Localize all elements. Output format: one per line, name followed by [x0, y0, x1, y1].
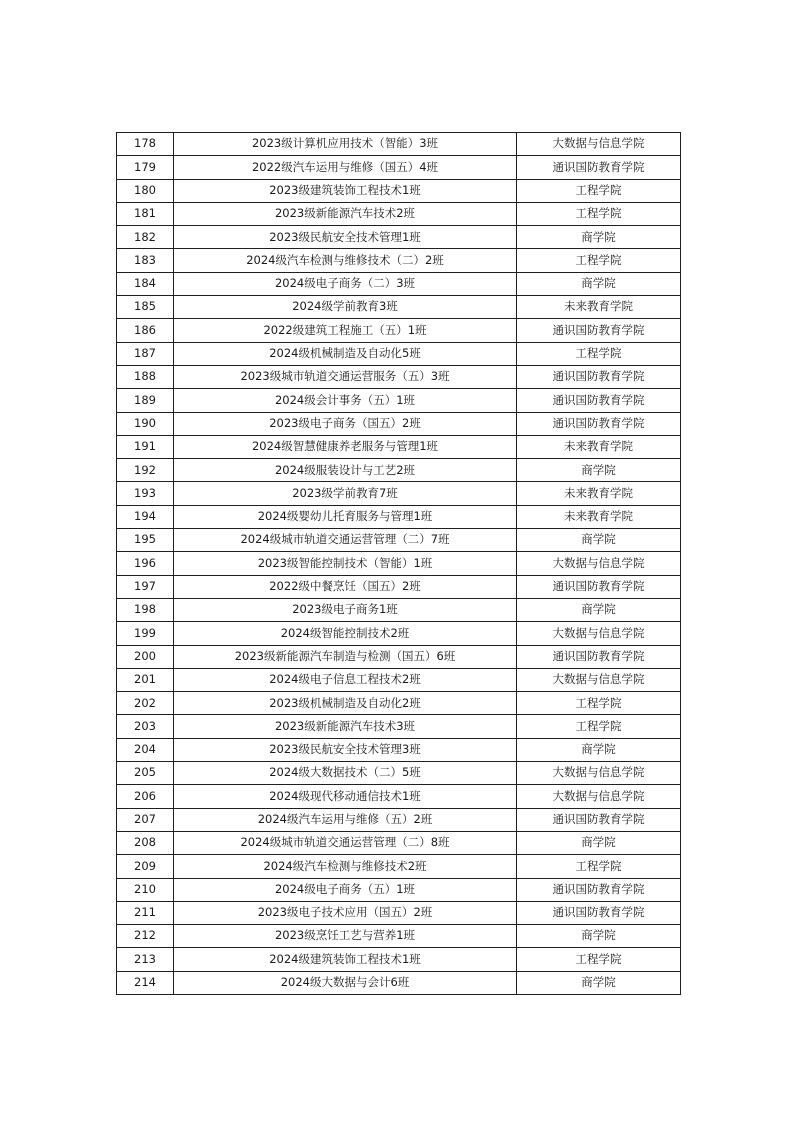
table-row	[117, 389, 681, 412]
class-name-cell: 2023级新能源汽车制造与检测（国五）6班	[174, 645, 517, 668]
class-name-cell: 2023级民航安全技术管理1班	[174, 226, 517, 249]
class-name-cell: 2024级学前教育3班	[174, 296, 517, 319]
table-row	[117, 878, 681, 901]
table-row	[117, 226, 681, 249]
row-number-cell: 203	[117, 715, 174, 738]
class-name-cell: 2024级婴幼儿托育服务与管理1班	[174, 505, 517, 528]
row-number-cell: 207	[117, 808, 174, 831]
class-name-cell: 2024级智能控制技术2班	[174, 622, 517, 645]
class-name-cell: 2023级电子技术应用（国五）2班	[174, 901, 517, 924]
college-cell: 工程学院	[517, 179, 681, 202]
class-name-cell: 2024级汽车检测与维修技术2班	[174, 855, 517, 878]
class-name-cell: 2024级电子商务（五）1班	[174, 878, 517, 901]
table-row	[117, 552, 681, 575]
class-name-cell: 2023级城市轨道交通运营服务（五）3班	[174, 365, 517, 388]
college-cell: 通识国防教育学院	[517, 319, 681, 342]
table-row	[117, 296, 681, 319]
college-cell: 商学院	[517, 925, 681, 948]
row-number-cell: 214	[117, 971, 174, 994]
class-name-cell: 2024级城市轨道交通运营管理（二）7班	[174, 529, 517, 552]
college-cell: 大数据与信息学院	[517, 133, 681, 156]
table-row	[117, 692, 681, 715]
table-row	[117, 529, 681, 552]
table-row	[117, 365, 681, 388]
college-cell: 通识国防教育学院	[517, 808, 681, 831]
table-row	[117, 645, 681, 668]
row-number-cell: 178	[117, 133, 174, 156]
class-name-cell: 2024级大数据与会计6班	[174, 971, 517, 994]
table-row	[117, 901, 681, 924]
college-cell: 通识国防教育学院	[517, 878, 681, 901]
college-cell: 通识国防教育学院	[517, 645, 681, 668]
college-cell: 大数据与信息学院	[517, 552, 681, 575]
row-number-cell: 211	[117, 901, 174, 924]
college-cell: 通识国防教育学院	[517, 365, 681, 388]
table-row	[117, 762, 681, 785]
row-number-cell: 194	[117, 505, 174, 528]
row-number-cell: 187	[117, 342, 174, 365]
college-cell: 未来教育学院	[517, 505, 681, 528]
class-name-cell: 2024级电子信息工程技术2班	[174, 668, 517, 691]
class-name-cell: 2024级服装设计与工艺2班	[174, 459, 517, 482]
college-cell: 未来教育学院	[517, 482, 681, 505]
table-row	[117, 575, 681, 598]
row-number-cell: 208	[117, 831, 174, 854]
table-row	[117, 459, 681, 482]
college-cell: 大数据与信息学院	[517, 762, 681, 785]
table-row	[117, 971, 681, 994]
row-number-cell: 213	[117, 948, 174, 971]
class-name-cell: 2024级现代移动通信技术1班	[174, 785, 517, 808]
table-row	[117, 855, 681, 878]
college-cell: 通识国防教育学院	[517, 412, 681, 435]
row-number-cell: 179	[117, 156, 174, 179]
row-number-cell: 191	[117, 435, 174, 458]
table-row	[117, 342, 681, 365]
class-name-cell: 2023级新能源汽车技术2班	[174, 202, 517, 225]
row-number-cell: 181	[117, 202, 174, 225]
college-cell: 工程学院	[517, 948, 681, 971]
row-number-cell: 210	[117, 878, 174, 901]
row-number-cell: 183	[117, 249, 174, 272]
college-cell: 工程学院	[517, 202, 681, 225]
class-name-cell: 2023级智能控制技术（智能）1班	[174, 552, 517, 575]
class-name-cell: 2023级新能源汽车技术3班	[174, 715, 517, 738]
college-cell: 大数据与信息学院	[517, 622, 681, 645]
college-cell: 商学院	[517, 598, 681, 621]
class-name-cell: 2024级大数据技术（二）5班	[174, 762, 517, 785]
college-cell: 工程学院	[517, 342, 681, 365]
table-row	[117, 808, 681, 831]
row-number-cell: 180	[117, 179, 174, 202]
college-cell: 工程学院	[517, 249, 681, 272]
row-number-cell: 200	[117, 645, 174, 668]
college-cell: 通识国防教育学院	[517, 389, 681, 412]
row-number-cell: 184	[117, 272, 174, 295]
college-cell: 商学院	[517, 738, 681, 761]
class-name-cell: 2023级学前教育7班	[174, 482, 517, 505]
table-row	[117, 435, 681, 458]
table-row	[117, 156, 681, 179]
college-cell: 通识国防教育学院	[517, 575, 681, 598]
table-row	[117, 505, 681, 528]
class-name-cell: 2023级计算机应用技术（智能）3班	[174, 133, 517, 156]
class-name-cell: 2023级电子商务（国五）2班	[174, 412, 517, 435]
table-row	[117, 319, 681, 342]
class-name-cell: 2024级建筑装饰工程技术1班	[174, 948, 517, 971]
college-cell: 未来教育学院	[517, 296, 681, 319]
college-cell: 大数据与信息学院	[517, 785, 681, 808]
college-cell: 商学院	[517, 831, 681, 854]
class-name-cell: 2024级汽车检测与维修技术（二）2班	[174, 249, 517, 272]
college-cell: 商学院	[517, 971, 681, 994]
row-number-cell: 185	[117, 296, 174, 319]
class-name-cell: 2023级烹饪工艺与营养1班	[174, 925, 517, 948]
class-name-cell: 2024级智慧健康养老服务与管理1班	[174, 435, 517, 458]
table-row	[117, 668, 681, 691]
row-number-cell: 197	[117, 575, 174, 598]
table-row	[117, 948, 681, 971]
row-number-cell: 209	[117, 855, 174, 878]
row-number-cell: 196	[117, 552, 174, 575]
table-row	[117, 272, 681, 295]
table-row	[117, 622, 681, 645]
row-number-cell: 201	[117, 668, 174, 691]
class-name-cell: 2023级民航安全技术管理3班	[174, 738, 517, 761]
row-number-cell: 195	[117, 529, 174, 552]
table-row	[117, 249, 681, 272]
table-row	[117, 598, 681, 621]
row-number-cell: 205	[117, 762, 174, 785]
table-row	[117, 715, 681, 738]
class-name-cell: 2024级汽车运用与维修（五）2班	[174, 808, 517, 831]
college-cell: 通识国防教育学院	[517, 156, 681, 179]
class-name-cell: 2024级会计事务（五）1班	[174, 389, 517, 412]
table-row	[117, 482, 681, 505]
table-body	[117, 133, 681, 995]
row-number-cell: 182	[117, 226, 174, 249]
class-name-cell: 2024级机械制造及自动化5班	[174, 342, 517, 365]
class-name-cell: 2024级城市轨道交通运营管理（二）8班	[174, 831, 517, 854]
class-name-cell: 2022级汽车运用与维修（国五）4班	[174, 156, 517, 179]
class-roster-table	[116, 132, 681, 995]
class-name-cell: 2022级中餐烹饪（国五）2班	[174, 575, 517, 598]
row-number-cell: 199	[117, 622, 174, 645]
row-number-cell: 212	[117, 925, 174, 948]
college-cell: 大数据与信息学院	[517, 668, 681, 691]
table-row	[117, 133, 681, 156]
table-row	[117, 179, 681, 202]
class-name-cell: 2023级电子商务1班	[174, 598, 517, 621]
college-cell: 工程学院	[517, 692, 681, 715]
row-number-cell: 190	[117, 412, 174, 435]
row-number-cell: 192	[117, 459, 174, 482]
table-row	[117, 202, 681, 225]
row-number-cell: 189	[117, 389, 174, 412]
row-number-cell: 188	[117, 365, 174, 388]
row-number-cell: 202	[117, 692, 174, 715]
class-name-cell: 2023级建筑装饰工程技术1班	[174, 179, 517, 202]
college-cell: 未来教育学院	[517, 435, 681, 458]
row-number-cell: 206	[117, 785, 174, 808]
row-number-cell: 198	[117, 598, 174, 621]
college-cell: 通识国防教育学院	[517, 901, 681, 924]
college-cell: 商学院	[517, 272, 681, 295]
college-cell: 工程学院	[517, 855, 681, 878]
table-row	[117, 738, 681, 761]
table-row	[117, 831, 681, 854]
row-number-cell: 193	[117, 482, 174, 505]
college-cell: 商学院	[517, 529, 681, 552]
row-number-cell: 204	[117, 738, 174, 761]
table-row	[117, 925, 681, 948]
class-name-cell: 2022级建筑工程施工（五）1班	[174, 319, 517, 342]
class-name-cell: 2024级电子商务（二）3班	[174, 272, 517, 295]
college-cell: 工程学院	[517, 715, 681, 738]
table-row	[117, 412, 681, 435]
class-name-cell: 2023级机械制造及自动化2班	[174, 692, 517, 715]
college-cell: 商学院	[517, 226, 681, 249]
college-cell: 商学院	[517, 459, 681, 482]
row-number-cell: 186	[117, 319, 174, 342]
table-row	[117, 785, 681, 808]
